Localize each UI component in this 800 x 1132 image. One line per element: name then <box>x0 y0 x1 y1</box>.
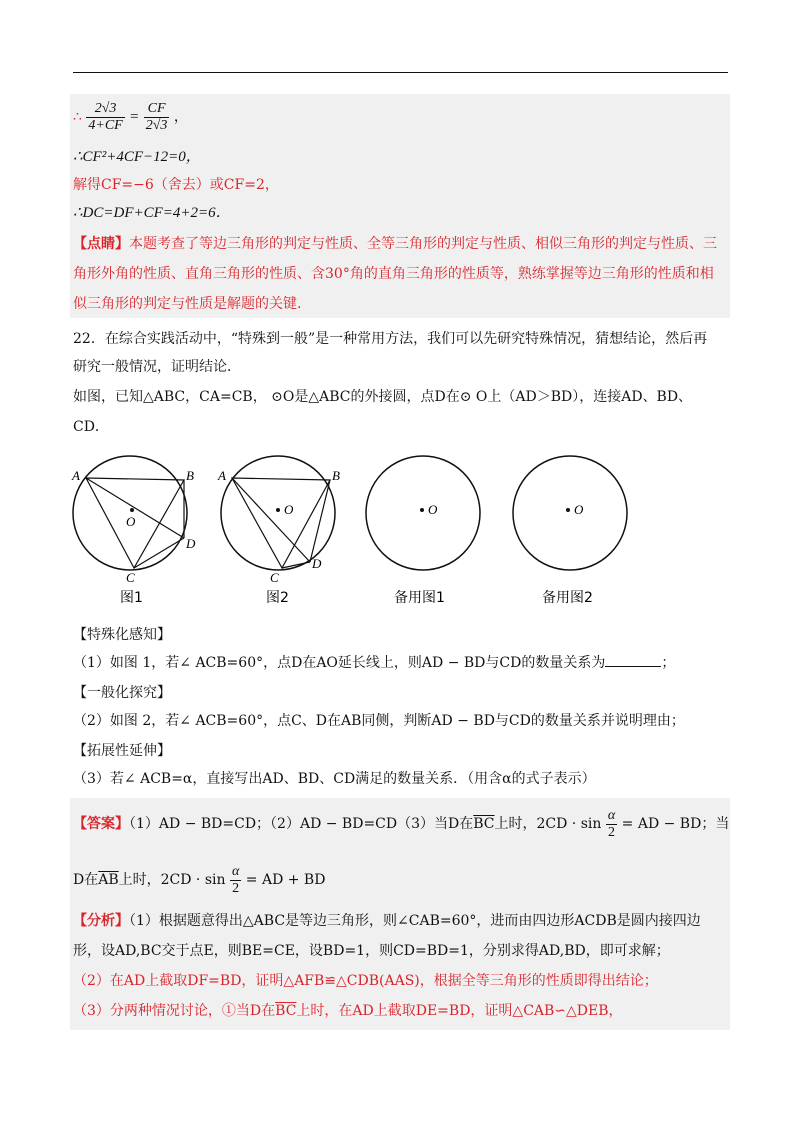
fig1-caption: 图1 <box>120 590 143 606</box>
header-rule <box>73 72 728 73</box>
fig2-label-C: C <box>270 570 279 585</box>
spare2-label-O: O <box>574 502 584 517</box>
therefore-symbol: ∴ <box>73 109 82 125</box>
q22-paragraph-1: 22．在综合实践活动中，“特殊到一般”是一种常用方法，我们可以先研究特殊情况，猜想结论，然后再 <box>73 331 708 347</box>
solution-line-3: 解得CF=−6（舍去）或CF=2， <box>73 177 279 193</box>
question-2: （2）如图 2，若∠ ACB=60°，点C、D在AB同侧，判断AD − BD与CD的数量关系并说明理由； <box>73 713 685 729</box>
section-3-title: 【拓展性延伸】 <box>73 743 171 759</box>
fig1-label-D: D <box>186 536 196 551</box>
fig1-label-C: C <box>126 570 135 585</box>
spare2-caption: 备用图2 <box>542 590 593 606</box>
fig1-label-A: A <box>72 468 80 483</box>
fig2-caption: 图2 <box>266 590 289 606</box>
analysis-line-1: 【分析】（1）根据题意得出△ABC是等边三角形，则∠CAB=60°，进而由四边形ACDB是圆内接四边 <box>73 913 701 929</box>
q22-paragraph-3: 如图，已知△ABC，CA=CB， ⊙O是△ABC的外接圆，点D在⊙ O上（AD＞BD），连接AD、BD、 <box>73 389 693 405</box>
answer-line-2: D在$\overline{AB}$上时，2CD · sin $\frac{\alpha}{2}$ = AD + BD <box>73 863 326 896</box>
spare-figure-1 <box>366 456 480 606</box>
question-3: （3）若∠ ACB=α，直接写出AD、BD、CD满足的数量关系．（用含α的式子表示） <box>73 771 596 787</box>
fig1-label-B: B <box>186 468 194 483</box>
fig1-label-O: O <box>126 514 136 529</box>
equation-line-4: ∴DC=DF+CF=4+2=6． <box>73 205 231 221</box>
dianjing-line-2: 角形外角的性质、直角三角形的性质、含30°角的直角三角形的性质等，熟练掌握等边三角形的性质和相 <box>73 266 714 282</box>
spare1-caption: 备用图1 <box>394 590 445 606</box>
answer-blank <box>605 652 661 667</box>
section-2-title: 【一般化探究】 <box>73 685 171 701</box>
dianjing-line-1: 【点睛】本题考查了等边三角形的判定与性质、全等三角形的判定与性质、相似三角形的判定与性质、三 <box>73 236 717 252</box>
dianjing-line-3: 似三角形的判定与性质是解题的关键. <box>73 296 302 312</box>
analysis-line-2: 形，设AD,BC交于点E，则BE=CE，设BD=1，则CD=BD=1，分别求得AD,BD，即可求解； <box>73 943 670 959</box>
figure-2 <box>217 456 340 606</box>
question-1: （1）如图 1，若∠ ACB=60°，点D在AO延长线上，则AD − BD与CD的数量关系为 ； <box>73 652 733 674</box>
fraction-2: $\frac{CF}{2√3}$ <box>145 100 168 133</box>
answer-line-1: 【答案】（1）AD − BD=CD；（2）AD − BD=CD（3）当D在$\overline{BC}$上时，2CD · sin $\frac{\alpha}{2}$ = AD − BD；当 <box>73 807 730 840</box>
section-1-title: 【特殊化感知】 <box>73 627 171 643</box>
fig2-label-B: B <box>332 468 340 483</box>
q22-paragraph-2: 研究一般情况，证明结论． <box>73 359 241 375</box>
spare-figure-2 <box>513 456 627 606</box>
geometry-figures <box>62 450 662 610</box>
fig2-label-O: O <box>284 502 294 517</box>
equation-line-1: ∴ $\frac{2√3}{4+CF}$ = $\frac{CF}{2√3}$ ， <box>73 100 188 133</box>
analysis-line-3: （2）在AD上截取DF=BD，证明△AFB≌△CDB(AAS)，根据全等三角形的性质即得出结论； <box>73 973 658 989</box>
fig2-label-D: D <box>312 556 322 571</box>
q22-paragraph-4: CD． <box>73 419 109 435</box>
alpha-fraction-1: $\frac{\alpha}{2}$ <box>607 807 616 840</box>
alpha-fraction-2: $\frac{\alpha}{2}$ <box>231 863 240 896</box>
analysis-line-4: （3）分两种情况讨论，①当D在$\overline{BC}$上时，在AD上截取DE=BD，证明△CAB∽△DEB， <box>73 1003 623 1019</box>
figure-1 <box>71 456 196 606</box>
spare1-label-O: O <box>428 502 438 517</box>
equation-line-2: ∴CF²+4CF−12=0， <box>73 149 201 165</box>
fig2-label-A: A <box>218 468 226 483</box>
fraction-1: $\frac{2√3}{4+CF}$ <box>88 100 123 133</box>
